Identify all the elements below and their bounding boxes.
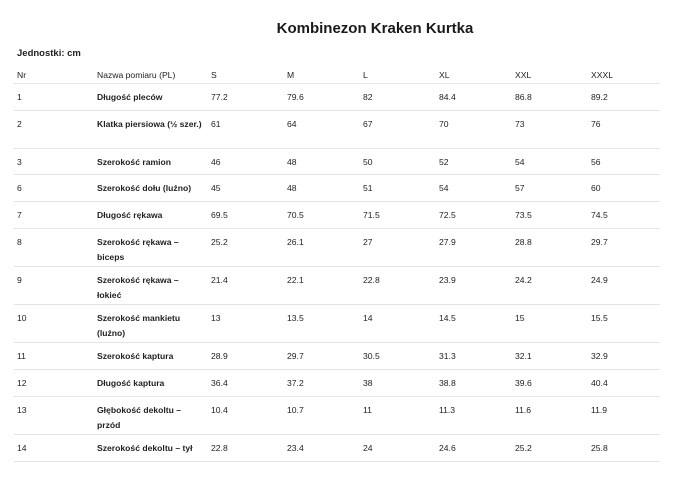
cell-nr: 13 — [14, 397, 94, 435]
cell-size-s: 46 — [208, 149, 284, 175]
cell-size-xxl: 25.2 — [512, 435, 588, 462]
cell-size-m: 64 — [284, 111, 360, 149]
header-size-xxl: XXL — [512, 64, 588, 84]
cell-size-xl: 52 — [436, 149, 512, 175]
cell-size-xxl: 73.5 — [512, 202, 588, 229]
cell-size-xl: 23.9 — [436, 267, 512, 305]
cell-nr: 9 — [14, 267, 94, 305]
cell-size-xl: 38.8 — [436, 370, 512, 397]
cell-size-s: 21.4 — [208, 267, 284, 305]
table-row — [14, 149, 660, 175]
cell-size-s: 69.5 — [208, 202, 284, 229]
cell-nr: 10 — [14, 305, 94, 343]
cell-nr: 3 — [14, 149, 94, 175]
cell-measurement-name: Długość kaptura — [94, 370, 208, 397]
cell-size-m: 29.7 — [284, 343, 360, 370]
cell-size-m: 48 — [284, 149, 360, 175]
cell-measurement-name: Szerokość rękawa – łokieć — [94, 267, 208, 305]
cell-size-l: 11 — [360, 397, 436, 435]
cell-size-xxl: 15 — [512, 305, 588, 343]
cell-size-m: 48 — [284, 175, 360, 202]
cell-nr: 6 — [14, 175, 94, 202]
table-row — [14, 202, 660, 229]
units-label: Jednostki: cm — [17, 48, 81, 59]
cell-size-xxl: 11.6 — [512, 397, 588, 435]
cell-size-xxxl: 74.5 — [588, 202, 660, 229]
cell-size-xxxl: 25.8 — [588, 435, 660, 462]
cell-measurement-name: Szerokość rękawa – biceps — [94, 229, 208, 267]
cell-size-l: 71.5 — [360, 202, 436, 229]
page-title: Kombinezon Kraken Kurtka — [276, 20, 474, 37]
cell-size-l: 14 — [360, 305, 436, 343]
cell-size-l: 30.5 — [360, 343, 436, 370]
cell-measurement-name: Szerokość ramion — [94, 149, 208, 175]
cell-size-s: 10.4 — [208, 397, 284, 435]
cell-measurement-name: Długość pleców — [94, 84, 208, 111]
cell-size-s: 45 — [208, 175, 284, 202]
cell-size-l: 27 — [360, 229, 436, 267]
size-table — [14, 64, 660, 462]
cell-size-xl: 54 — [436, 175, 512, 202]
cell-size-xxxl: 29.7 — [588, 229, 660, 267]
cell-size-xl: 72.5 — [436, 202, 512, 229]
cell-size-s: 13 — [208, 305, 284, 343]
cell-measurement-name: Głębokość dekoltu – przód — [94, 397, 208, 435]
cell-size-xxl: 32.1 — [512, 343, 588, 370]
header-size-xxxl: XXXL — [588, 64, 660, 84]
cell-size-xl: 70 — [436, 111, 512, 149]
cell-measurement-name: Szerokość dekoltu – tył — [94, 435, 208, 462]
cell-size-l: 24 — [360, 435, 436, 462]
cell-measurement-name: Szerokość kaptura — [94, 343, 208, 370]
cell-size-xxxl: 11.9 — [588, 397, 660, 435]
cell-measurement-name: Szerokość dołu (luźno) — [94, 175, 208, 202]
cell-size-l: 51 — [360, 175, 436, 202]
cell-measurement-name: Długość rękawa — [94, 202, 208, 229]
table-header-row — [14, 64, 660, 84]
cell-size-l: 82 — [360, 84, 436, 111]
cell-size-xxxl: 60 — [588, 175, 660, 202]
header-size-l: L — [360, 64, 436, 84]
cell-size-xxl: 39.6 — [512, 370, 588, 397]
header-name: Nazwa pomiaru (PL) — [94, 64, 208, 84]
cell-size-xxxl: 40.4 — [588, 370, 660, 397]
cell-size-xxxl: 32.9 — [588, 343, 660, 370]
cell-size-s: 61 — [208, 111, 284, 149]
cell-measurement-name: Klatka piersiowa (½ szer.) — [94, 111, 208, 149]
cell-size-m: 79.6 — [284, 84, 360, 111]
cell-size-xxxl: 15.5 — [588, 305, 660, 343]
cell-size-m: 70.5 — [284, 202, 360, 229]
table-row — [14, 111, 660, 149]
cell-nr: 8 — [14, 229, 94, 267]
cell-size-m: 26.1 — [284, 229, 360, 267]
cell-nr: 2 — [14, 111, 94, 149]
cell-size-l: 38 — [360, 370, 436, 397]
table-body — [14, 84, 660, 462]
cell-size-xl: 24.6 — [436, 435, 512, 462]
cell-nr: 7 — [14, 202, 94, 229]
table-row — [14, 84, 660, 111]
table-row — [14, 305, 660, 343]
cell-size-s: 28.9 — [208, 343, 284, 370]
cell-nr: 1 — [14, 84, 94, 111]
cell-size-s: 22.8 — [208, 435, 284, 462]
table-row — [14, 267, 660, 305]
table-row — [14, 229, 660, 267]
cell-size-l: 22.8 — [360, 267, 436, 305]
header-size-m: M — [284, 64, 360, 84]
cell-size-m: 22.1 — [284, 267, 360, 305]
cell-size-xxl: 28.8 — [512, 229, 588, 267]
cell-nr: 12 — [14, 370, 94, 397]
cell-size-xxxl: 89.2 — [588, 84, 660, 111]
header-nr: Nr — [14, 64, 94, 84]
cell-size-s: 25.2 — [208, 229, 284, 267]
cell-size-xxl: 73 — [512, 111, 588, 149]
cell-size-m: 37.2 — [284, 370, 360, 397]
cell-size-xxl: 86.8 — [512, 84, 588, 111]
cell-size-m: 23.4 — [284, 435, 360, 462]
cell-size-xxl: 57 — [512, 175, 588, 202]
table-row — [14, 175, 660, 202]
header-size-xl: XL — [436, 64, 512, 84]
cell-size-xl: 84.4 — [436, 84, 512, 111]
cell-size-xl: 14.5 — [436, 305, 512, 343]
cell-size-xxl: 54 — [512, 149, 588, 175]
cell-size-m: 13.5 — [284, 305, 360, 343]
cell-size-xl: 27.9 — [436, 229, 512, 267]
cell-size-xxxl: 76 — [588, 111, 660, 149]
table-row — [14, 343, 660, 370]
table-row — [14, 370, 660, 397]
cell-size-xxxl: 56 — [588, 149, 660, 175]
cell-size-xxl: 24.2 — [512, 267, 588, 305]
cell-size-s: 77.2 — [208, 84, 284, 111]
cell-nr: 14 — [14, 435, 94, 462]
cell-size-s: 36.4 — [208, 370, 284, 397]
cell-nr: 11 — [14, 343, 94, 370]
table-row — [14, 435, 660, 462]
cell-size-xl: 11.3 — [436, 397, 512, 435]
cell-measurement-name: Szerokość mankietu (luźno) — [94, 305, 208, 343]
cell-size-xxxl: 24.9 — [588, 267, 660, 305]
cell-size-l: 67 — [360, 111, 436, 149]
cell-size-m: 10.7 — [284, 397, 360, 435]
cell-size-xl: 31.3 — [436, 343, 512, 370]
table-row — [14, 397, 660, 435]
cell-size-l: 50 — [360, 149, 436, 175]
header-size-s: S — [208, 64, 284, 84]
